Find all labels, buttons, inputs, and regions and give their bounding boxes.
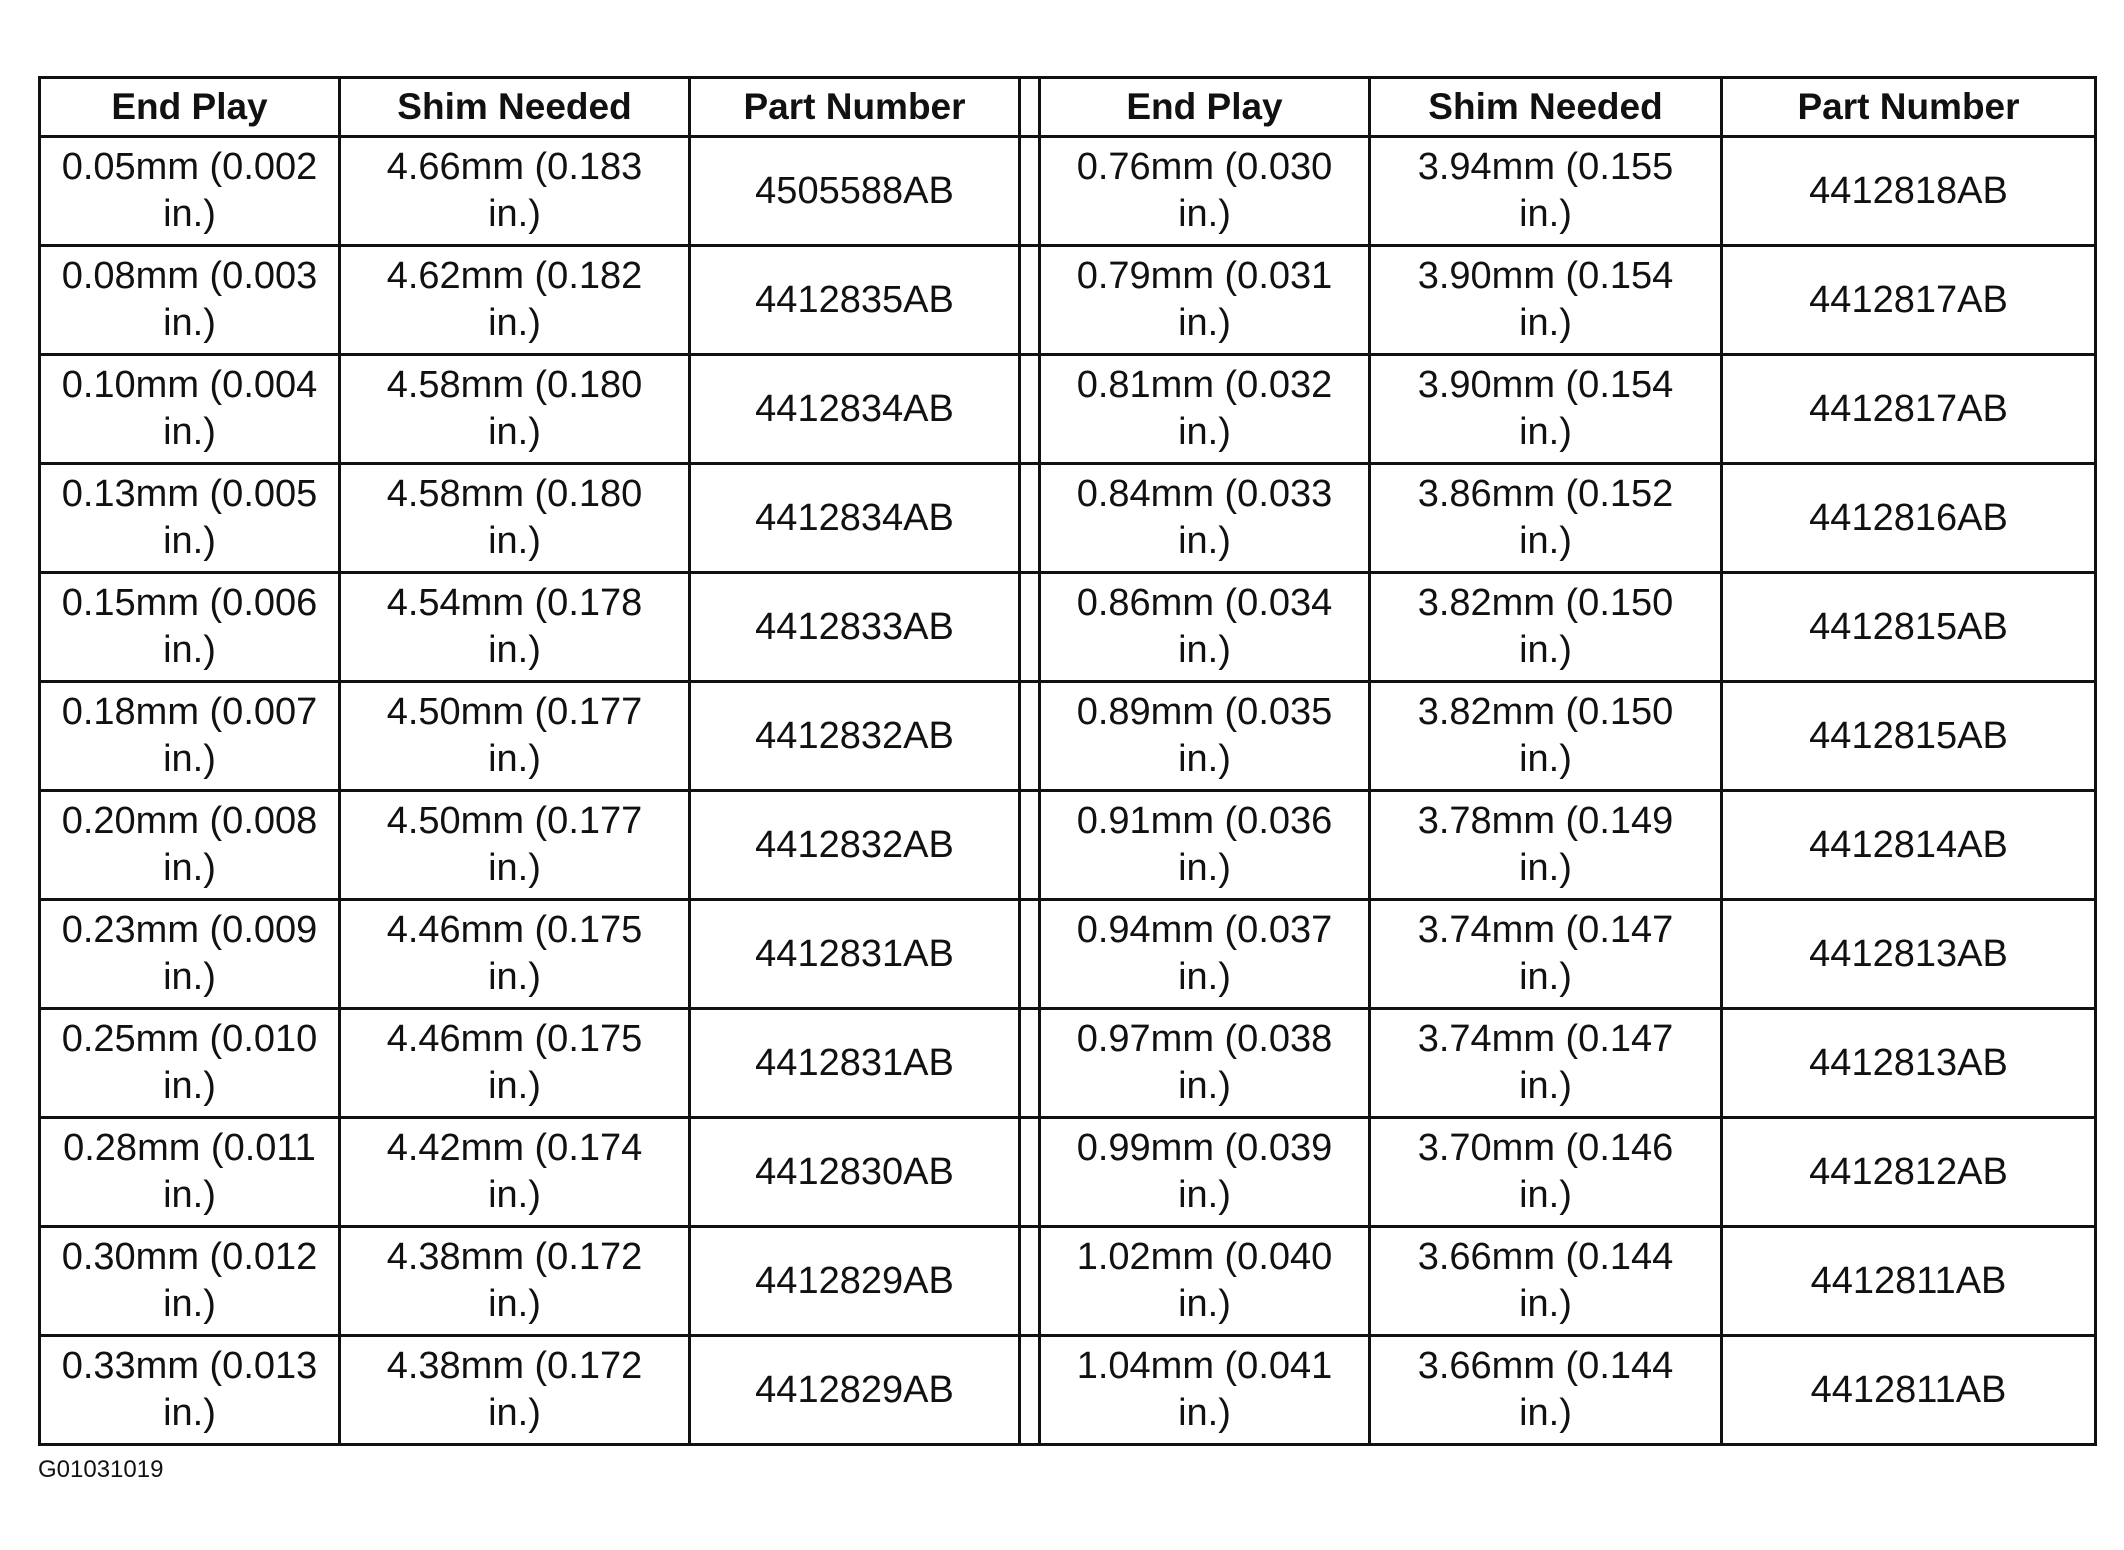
part-number-cell-right: 4412811AB <box>1722 1227 2096 1336</box>
table-row <box>40 900 2096 1009</box>
shim-needed-cell-right-line-1: 3.66mm (0.144 <box>1417 1345 1674 1387</box>
end-play-cell-left <box>40 1227 340 1336</box>
end-play-cell-left-line-2: in.) <box>163 520 216 562</box>
part-number-cell-right: 4412814AB <box>1722 791 2096 900</box>
part-number-cell-right: 4412816AB <box>1722 464 2096 573</box>
shim-needed-cell-right-line-1: 3.82mm (0.150 <box>1417 582 1674 624</box>
end-play-cell-left-line-1: 0.10mm (0.004 <box>61 364 318 406</box>
end-play-cell-right <box>1040 1227 1370 1336</box>
table-row <box>40 682 2096 791</box>
shim-needed-cell-left-line-1: 4.62mm (0.182 <box>386 255 643 297</box>
end-play-cell-right <box>1040 900 1370 1009</box>
end-play-cell-left <box>40 246 340 355</box>
end-play-cell-right <box>1040 1118 1370 1227</box>
part-number-cell-right: 4412812AB <box>1722 1118 2096 1227</box>
shim-needed-cell-left-line-1: 4.66mm (0.183 <box>386 146 643 188</box>
shim-needed-cell-right-line-2: in.) <box>1519 629 1572 671</box>
end-play-cell-right-line-2: in.) <box>1178 302 1231 344</box>
shim-needed-cell-left <box>340 1227 690 1336</box>
shim-needed-cell-left <box>340 464 690 573</box>
shim-needed-cell-left-line-2: in.) <box>488 956 541 998</box>
shim-needed-cell-right-line-2: in.) <box>1519 193 1572 235</box>
shim-needed-cell-left <box>340 1009 690 1118</box>
column-divider <box>1020 573 1040 682</box>
column-divider <box>1020 1009 1040 1118</box>
end-play-cell-left-line-2: in.) <box>163 1065 216 1107</box>
shim-needed-cell-right-line-1: 3.94mm (0.155 <box>1417 146 1674 188</box>
shim-needed-cell-left <box>340 682 690 791</box>
shim-needed-cell-right <box>1370 1336 1722 1445</box>
table-row <box>40 137 2096 246</box>
table-header <box>40 78 2096 137</box>
column-divider <box>1020 900 1040 1009</box>
shim-needed-cell-right-line-1: 3.82mm (0.150 <box>1417 691 1674 733</box>
end-play-cell-left <box>40 1336 340 1445</box>
end-play-cell-left-line-1: 0.18mm (0.007 <box>61 691 318 733</box>
shim-needed-cell-left-line-1: 4.50mm (0.177 <box>386 691 643 733</box>
table-row <box>40 573 2096 682</box>
end-play-cell-right-line-2: in.) <box>1178 411 1231 453</box>
shim-needed-cell-left <box>340 1336 690 1445</box>
shim-needed-cell-right <box>1370 246 1722 355</box>
shim-needed-cell-left-line-2: in.) <box>488 411 541 453</box>
end-play-cell-left <box>40 573 340 682</box>
end-play-cell-right <box>1040 791 1370 900</box>
shim-needed-cell-right-line-2: in.) <box>1519 956 1572 998</box>
shim-needed-cell-right-line-2: in.) <box>1519 302 1572 344</box>
table-row <box>40 1009 2096 1118</box>
end-play-cell-right-line-1: 0.81mm (0.032 <box>1076 364 1333 406</box>
end-play-cell-right-line-1: 0.99mm (0.039 <box>1076 1127 1333 1169</box>
table-row <box>40 246 2096 355</box>
end-play-cell-left <box>40 1118 340 1227</box>
end-play-cell-right-line-2: in.) <box>1178 1174 1231 1216</box>
shim-needed-cell-right-line-2: in.) <box>1519 738 1572 780</box>
end-play-cell-right-line-2: in.) <box>1178 520 1231 562</box>
shim-needed-cell-left <box>340 355 690 464</box>
shim-needed-cell-left <box>340 573 690 682</box>
end-play-cell-right-line-2: in.) <box>1178 1392 1231 1434</box>
end-play-cell-right-line-2: in.) <box>1178 193 1231 235</box>
end-play-cell-right <box>1040 1336 1370 1445</box>
shim-needed-cell-right <box>1370 791 1722 900</box>
end-play-cell-left-line-2: in.) <box>163 1392 216 1434</box>
column-divider <box>1020 464 1040 573</box>
table-body <box>40 137 2096 1445</box>
end-play-cell-left-line-2: in.) <box>163 738 216 780</box>
shim-selection-table <box>38 76 2097 1446</box>
shim-needed-cell-right-line-1: 3.90mm (0.154 <box>1417 255 1674 297</box>
shim-needed-cell-left <box>340 1118 690 1227</box>
header-shim-needed-right: Shim Needed <box>1370 78 1722 137</box>
end-play-cell-left-line-2: in.) <box>163 629 216 671</box>
end-play-cell-right-line-1: 0.91mm (0.036 <box>1076 800 1333 842</box>
shim-needed-cell-right-line-1: 3.90mm (0.154 <box>1417 364 1674 406</box>
part-number-cell-left: 4412829AB <box>690 1227 1020 1336</box>
shim-needed-cell-left <box>340 900 690 1009</box>
table-row <box>40 1227 2096 1336</box>
column-divider <box>1020 1118 1040 1227</box>
end-play-cell-left-line-1: 0.08mm (0.003 <box>61 255 318 297</box>
shim-needed-cell-left <box>340 137 690 246</box>
part-number-cell-right: 4412817AB <box>1722 246 2096 355</box>
end-play-cell-right-line-1: 0.86mm (0.034 <box>1076 582 1333 624</box>
column-divider <box>1020 1336 1040 1445</box>
column-divider <box>1020 78 1040 137</box>
shim-needed-cell-left-line-1: 4.54mm (0.178 <box>386 582 643 624</box>
table-row <box>40 1336 2096 1445</box>
shim-needed-cell-left-line-2: in.) <box>488 738 541 780</box>
shim-needed-cell-left-line-2: in.) <box>488 847 541 889</box>
end-play-cell-right-line-2: in.) <box>1178 1065 1231 1107</box>
end-play-cell-left-line-2: in.) <box>163 302 216 344</box>
end-play-cell-right-line-2: in.) <box>1178 956 1231 998</box>
end-play-cell-left <box>40 900 340 1009</box>
end-play-cell-right-line-1: 0.76mm (0.030 <box>1076 146 1333 188</box>
header-end-play-right: End Play <box>1040 78 1370 137</box>
end-play-cell-right <box>1040 246 1370 355</box>
shim-needed-cell-left-line-2: in.) <box>488 520 541 562</box>
header-part-number-left: Part Number <box>690 78 1020 137</box>
shim-needed-cell-right <box>1370 900 1722 1009</box>
part-number-cell-left: 4412831AB <box>690 900 1020 1009</box>
shim-needed-cell-left-line-1: 4.58mm (0.180 <box>386 364 643 406</box>
shim-needed-cell-left-line-1: 4.50mm (0.177 <box>386 800 643 842</box>
part-number-cell-right: 4412813AB <box>1722 1009 2096 1118</box>
shim-needed-cell-left-line-1: 4.46mm (0.175 <box>386 1018 643 1060</box>
end-play-cell-left-line-2: in.) <box>163 847 216 889</box>
end-play-cell-right-line-1: 0.79mm (0.031 <box>1076 255 1333 297</box>
shim-needed-cell-right <box>1370 1009 1722 1118</box>
column-divider <box>1020 355 1040 464</box>
shim-needed-cell-right <box>1370 573 1722 682</box>
end-play-cell-right <box>1040 355 1370 464</box>
end-play-cell-right-line-2: in.) <box>1178 629 1231 671</box>
column-divider <box>1020 246 1040 355</box>
shim-needed-cell-right-line-2: in.) <box>1519 1392 1572 1434</box>
end-play-cell-right <box>1040 464 1370 573</box>
part-number-cell-left: 4412831AB <box>690 1009 1020 1118</box>
part-number-cell-left: 4412833AB <box>690 573 1020 682</box>
shim-needed-cell-left-line-2: in.) <box>488 1174 541 1216</box>
end-play-cell-right <box>1040 682 1370 791</box>
column-divider <box>1020 791 1040 900</box>
column-divider <box>1020 137 1040 246</box>
end-play-cell-right-line-1: 1.04mm (0.041 <box>1076 1345 1333 1387</box>
end-play-cell-left <box>40 137 340 246</box>
end-play-cell-left-line-2: in.) <box>163 1174 216 1216</box>
end-play-cell-left-line-1: 0.15mm (0.006 <box>61 582 318 624</box>
shim-needed-cell-left-line-1: 4.58mm (0.180 <box>386 473 643 515</box>
part-number-cell-left: 4412832AB <box>690 791 1020 900</box>
shim-needed-cell-right-line-1: 3.86mm (0.152 <box>1417 473 1674 515</box>
shim-needed-cell-left-line-1: 4.42mm (0.174 <box>386 1127 643 1169</box>
end-play-cell-right-line-1: 1.02mm (0.040 <box>1076 1236 1333 1278</box>
shim-needed-cell-right-line-1: 3.66mm (0.144 <box>1417 1236 1674 1278</box>
shim-needed-cell-right <box>1370 464 1722 573</box>
end-play-cell-right-line-1: 0.84mm (0.033 <box>1076 473 1333 515</box>
end-play-cell-right-line-2: in.) <box>1178 847 1231 889</box>
shim-needed-cell-right-line-2: in.) <box>1519 520 1572 562</box>
shim-needed-cell-right-line-1: 3.78mm (0.149 <box>1417 800 1674 842</box>
part-number-cell-left: 4412834AB <box>690 355 1020 464</box>
end-play-cell-left <box>40 355 340 464</box>
part-number-cell-left: 4412830AB <box>690 1118 1020 1227</box>
shim-needed-cell-right-line-2: in.) <box>1519 1174 1572 1216</box>
part-number-cell-right: 4412817AB <box>1722 355 2096 464</box>
shim-needed-cell-right-line-1: 3.74mm (0.147 <box>1417 909 1674 951</box>
part-number-cell-left: 4412835AB <box>690 246 1020 355</box>
end-play-cell-left-line-2: in.) <box>163 193 216 235</box>
part-number-cell-right: 4412815AB <box>1722 573 2096 682</box>
part-number-cell-right: 4412813AB <box>1722 900 2096 1009</box>
shim-needed-cell-right-line-1: 3.74mm (0.147 <box>1417 1018 1674 1060</box>
end-play-cell-right-line-2: in.) <box>1178 738 1231 780</box>
table-row <box>40 791 2096 900</box>
column-divider <box>1020 1227 1040 1336</box>
shim-needed-cell-left-line-2: in.) <box>488 1392 541 1434</box>
shim-needed-cell-left-line-2: in.) <box>488 193 541 235</box>
shim-needed-cell-right-line-2: in.) <box>1519 1283 1572 1325</box>
end-play-cell-right-line-1: 0.97mm (0.038 <box>1076 1018 1333 1060</box>
shim-needed-cell-left-line-2: in.) <box>488 1283 541 1325</box>
shim-needed-cell-right-line-2: in.) <box>1519 1065 1572 1107</box>
shim-needed-cell-right <box>1370 1227 1722 1336</box>
shim-needed-cell-left-line-1: 4.38mm (0.172 <box>386 1345 643 1387</box>
part-number-cell-left: 4505588AB <box>690 137 1020 246</box>
end-play-cell-left-line-1: 0.13mm (0.005 <box>61 473 318 515</box>
shim-needed-cell-right <box>1370 1118 1722 1227</box>
shim-needed-cell-left <box>340 791 690 900</box>
end-play-cell-left <box>40 464 340 573</box>
end-play-cell-left <box>40 1009 340 1118</box>
table-row <box>40 464 2096 573</box>
end-play-cell-left-line-2: in.) <box>163 956 216 998</box>
end-play-cell-left-line-1: 0.23mm (0.009 <box>61 909 318 951</box>
part-number-cell-right: 4412818AB <box>1722 137 2096 246</box>
shim-selection-table-container <box>38 76 2094 1446</box>
shim-needed-cell-left-line-2: in.) <box>488 302 541 344</box>
shim-needed-cell-right <box>1370 355 1722 464</box>
end-play-cell-left <box>40 682 340 791</box>
shim-needed-cell-left-line-1: 4.46mm (0.175 <box>386 909 643 951</box>
table-row <box>40 355 2096 464</box>
part-number-cell-left: 4412829AB <box>690 1336 1020 1445</box>
end-play-cell-right-line-2: in.) <box>1178 1283 1231 1325</box>
end-play-cell-left-line-2: in.) <box>163 1283 216 1325</box>
end-play-cell-right <box>1040 137 1370 246</box>
part-number-cell-right: 4412811AB <box>1722 1336 2096 1445</box>
end-play-cell-right <box>1040 1009 1370 1118</box>
shim-needed-cell-right-line-2: in.) <box>1519 847 1572 889</box>
shim-needed-cell-right-line-1: 3.70mm (0.146 <box>1417 1127 1674 1169</box>
header-part-number-right: Part Number <box>1722 78 2096 137</box>
shim-needed-cell-left-line-2: in.) <box>488 629 541 671</box>
end-play-cell-right <box>1040 573 1370 682</box>
end-play-cell-left-line-1: 0.30mm (0.012 <box>61 1236 318 1278</box>
shim-needed-cell-left-line-1: 4.38mm (0.172 <box>386 1236 643 1278</box>
part-number-cell-right: 4412815AB <box>1722 682 2096 791</box>
column-divider <box>1020 682 1040 791</box>
header-row <box>40 78 2096 137</box>
end-play-cell-right-line-1: 0.94mm (0.037 <box>1076 909 1333 951</box>
shim-needed-cell-left-line-2: in.) <box>488 1065 541 1107</box>
shim-needed-cell-right <box>1370 682 1722 791</box>
shim-needed-cell-right <box>1370 137 1722 246</box>
end-play-cell-left <box>40 791 340 900</box>
end-play-cell-left-line-1: 0.28mm (0.011 <box>63 1127 316 1169</box>
figure-id-label: G01031019 <box>38 1456 164 1483</box>
end-play-cell-left-line-1: 0.33mm (0.013 <box>61 1345 318 1387</box>
end-play-cell-left-line-1: 0.25mm (0.010 <box>61 1018 318 1060</box>
end-play-cell-right-line-1: 0.89mm (0.035 <box>1076 691 1333 733</box>
header-shim-needed-left: Shim Needed <box>340 78 690 137</box>
header-end-play-left: End Play <box>40 78 340 137</box>
table-row <box>40 1118 2096 1227</box>
end-play-cell-left-line-1: 0.20mm (0.008 <box>61 800 318 842</box>
shim-needed-cell-left <box>340 246 690 355</box>
part-number-cell-left: 4412834AB <box>690 464 1020 573</box>
part-number-cell-left: 4412832AB <box>690 682 1020 791</box>
end-play-cell-left-line-2: in.) <box>163 411 216 453</box>
end-play-cell-left-line-1: 0.05mm (0.002 <box>61 146 318 188</box>
shim-needed-cell-right-line-2: in.) <box>1519 411 1572 453</box>
